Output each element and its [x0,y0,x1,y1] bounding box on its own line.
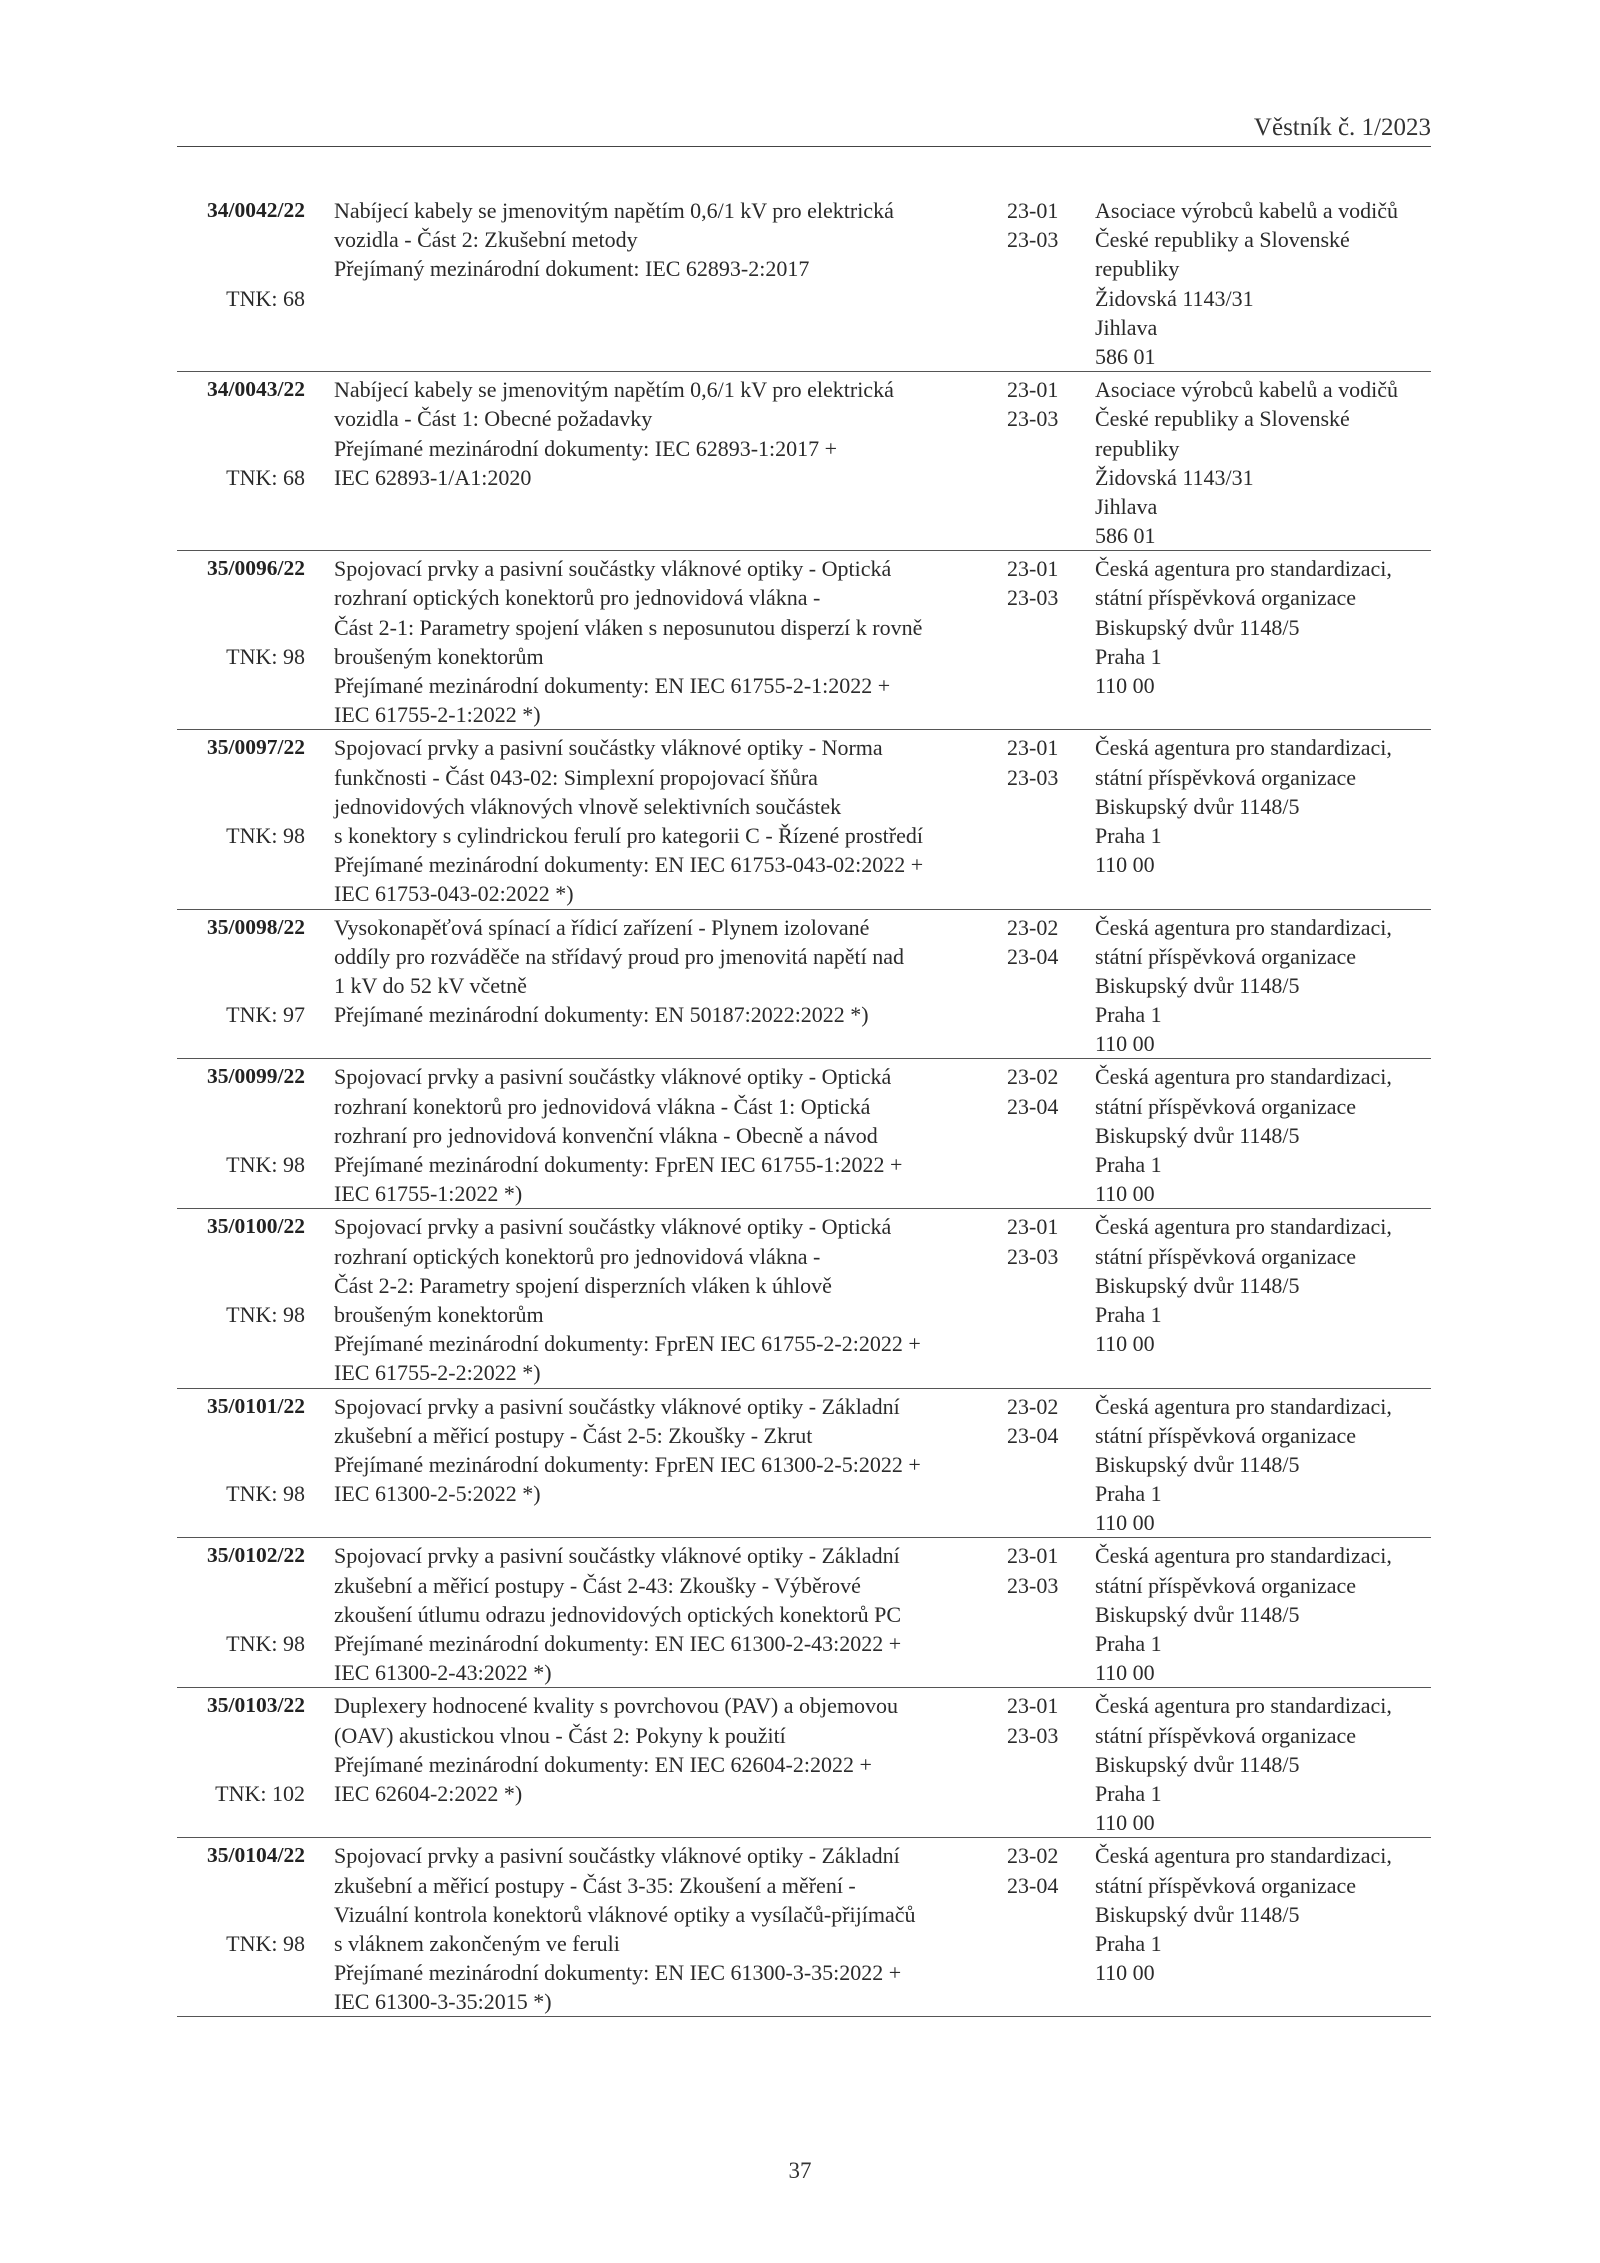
organization-line: 110 00 [1095,1181,1155,1207]
list-item [177,1838,1431,2017]
organization-line: Biskupský dvůr 1148/5 [1095,1901,1300,1927]
date-value: 23-01 [1007,1693,1059,1719]
organization-line: Židovská 1143/31 [1095,464,1254,490]
date-value: 23-01 [1007,198,1059,223]
title-line: s vláknem zakončeným ve feruli [334,1930,620,1956]
title-line: zkušební a měřicí postupy - Část 3-35: Zkoušení a měření - [334,1872,856,1898]
organization-line: státní příspěvková organizace [1095,943,1357,969]
title-line: (OAV) akustickou vlnou - Část 2: Pokyny k použití [334,1722,786,1748]
title-line: Přejímané mezinárodní dokumenty: IEC 62893-1:2017 + [334,435,838,461]
entry-organization [1095,913,1435,1059]
organization-line: 110 00 [1095,852,1155,878]
date-value: 23-02 [1007,914,1059,940]
date-value: 23-01 [1007,1214,1059,1240]
organization-line: Česká agentura pro standardizaci, [1095,1064,1392,1090]
entry-id-column [177,1841,305,1956]
title-line: IEC 61755-2-2:2022 *) [334,1360,541,1386]
date-value: 23-02 [1007,1843,1059,1869]
page-header [177,112,1431,147]
date-value: 23-04 [1007,943,1059,969]
title-line: IEC 61300-2-5:2022 *) [334,1481,541,1507]
organization-line: 110 00 [1095,673,1155,698]
organization-line: státní příspěvková organizace [1095,1722,1357,1748]
organization-line: Česká agentura pro standardizaci, [1095,1693,1392,1719]
organization-line: Jihlava [1095,493,1158,519]
tnk-label: TNK: 98 [226,1301,305,1327]
organization-line: Biskupský dvůr 1148/5 [1095,1601,1300,1627]
organization-line: Praha 1 [1095,1301,1162,1327]
tnk-label: TNK: 98 [226,1152,305,1178]
organization-line: Biskupský dvůr 1148/5 [1095,1272,1300,1298]
tnk-label: TNK: 98 [226,1930,305,1956]
tnk-label: TNK: 97 [226,1002,305,1028]
organization-line: Česká agentura pro standardizaci, [1095,735,1392,761]
tnk-label: TNK: 98 [226,1481,305,1507]
tnk-label: TNK: 68 [226,464,305,490]
entry-dates [1007,554,1077,612]
date-value: 23-04 [1007,1422,1059,1448]
title-line: funkčnosti - Část 043-02: Simplexní propojovací šňůra [334,764,818,790]
entry-id-column [177,733,305,848]
organization-line: Praha 1 [1095,1002,1162,1028]
entry-id-column [177,375,305,490]
title-line: Přejímané mezinárodní dokumenty: EN IEC 62604-2:2022 + [334,1751,872,1777]
entry-organization [1095,1392,1435,1538]
organization-line: Židovská 1143/31 [1095,285,1254,311]
organization-line: Biskupský dvůr 1148/5 [1095,1122,1300,1148]
list-item [177,1059,1431,1209]
organization-line: Praha 1 [1095,1481,1162,1507]
organization-line: Česká agentura pro standardizaci, [1095,1393,1392,1419]
date-value: 23-01 [1007,735,1059,761]
spacer-line [334,342,1014,371]
entry-id-column [177,1541,305,1657]
date-value: 23-03 [1007,1722,1059,1748]
title-line: IEC 62893-1/A1:2020 [334,464,532,490]
entry-dates [1007,196,1077,254]
organization-line: Česká agentura pro standardizaci, [1095,1843,1392,1869]
organization-line: republiky [1095,435,1180,461]
entry-title [334,733,1014,908]
organization-line: Praha 1 [1095,643,1162,669]
title-line: Přejímané mezinárodní dokumenty: EN IEC 61753-043-02:2022 + [334,852,924,878]
entry-number: 35/0100/22 [207,1214,305,1239]
title-line: rozhraní optických konektorů pro jednovidová vlákna - [334,1243,821,1269]
title-line: zkušební a měřicí postupy - Část 2-5: Zkoušky - Zkrut [334,1422,813,1448]
date-value: 23-04 [1007,1872,1059,1898]
title-line: Spojovací prvky a pasivní součástky vláknové optiky - Základní [334,1543,900,1569]
organization-line: Biskupský dvůr 1148/5 [1095,614,1300,640]
entry-number: 35/0096/22 [207,556,305,581]
list-item [177,1538,1431,1688]
organization-line: Praha 1 [1095,1780,1162,1806]
title-line: IEC 61300-2-43:2022 *) [334,1660,552,1686]
entry-organization [1095,196,1435,371]
entry-organization [1095,1541,1435,1687]
tnk-label: TNK: 98 [226,822,305,848]
entry-dates [1007,913,1077,971]
list-item [177,1389,1431,1539]
list-item [177,372,1431,551]
list-item [177,910,1431,1060]
title-line: IEC 61753-043-02:2022 *) [334,881,574,907]
organization-line: Asociace výrobců kabelů a vodičů [1095,198,1398,223]
entry-dates [1007,733,1077,791]
title-line: zkoušení útlumu odrazu jednovidových optických konektorů PC [334,1601,902,1627]
title-line: Část 2-2: Parametry spojení disperzních vláken k úhlově [334,1272,832,1298]
organization-line: Praha 1 [1095,1930,1162,1956]
entry-title [334,196,1014,371]
title-line: Přejímané mezinárodní dokumenty: EN IEC 61300-3-35:2022 + [334,1960,902,1986]
entry-title [334,913,1014,1059]
date-value: 23-01 [1007,377,1059,403]
title-line: s konektory s cylindrickou ferulí pro kategorii C - Řízené prostředí [334,822,923,848]
title-line: IEC 61300-3-35:2015 *) [334,1989,552,2015]
entry-id-column [177,196,305,311]
spacer-line [334,284,1014,313]
organization-line: 110 00 [1095,1331,1155,1357]
title-line: Přejímaný mezinárodní dokument: IEC 62893-2:2017 [334,256,810,282]
spacer-line [334,1808,1014,1837]
organization-line: Praha 1 [1095,1152,1162,1177]
organization-line: republiky [1095,256,1180,282]
spacer-line [334,492,1014,521]
title-line: Přejímané mezinárodní dokumenty: EN IEC 61300-2-43:2022 + [334,1631,902,1656]
organization-line: 110 00 [1095,1810,1155,1836]
title-line: 1 kV do 52 kV včetně [334,972,527,998]
date-value: 23-01 [1007,1543,1059,1569]
entry-number: 34/0043/22 [207,377,305,402]
title-line: Přejímané mezinárodní dokumenty: FprEN IEC 61300-2-5:2022 + [334,1451,921,1477]
list-item [177,1688,1431,1838]
list-item [177,730,1431,909]
organization-line: Česká agentura pro standardizaci, [1095,1214,1392,1240]
entry-id-column [177,1392,305,1507]
organization-line: Biskupský dvůr 1148/5 [1095,1451,1300,1477]
spacer-line [334,1508,1014,1537]
title-line: Vizuální kontrola konektorů vláknové optiky a vysílačů-přijímačů [334,1901,916,1927]
date-value: 23-03 [1007,1572,1059,1598]
entry-id-column [177,1691,305,1806]
entry-id-column [177,554,305,669]
organization-line: Česká agentura pro standardizaci, [1095,914,1392,940]
title-line: jednovidových vláknových vlnově selektivních součástek [334,793,842,819]
organization-line: České republiky a Slovenské [1095,227,1350,253]
organization-line: České republiky a Slovenské [1095,406,1350,432]
entry-organization [1095,1062,1435,1208]
entry-dates [1007,1541,1077,1599]
title-line: IEC 61755-1:2022 *) [334,1181,523,1207]
entry-number: 35/0104/22 [207,1843,305,1868]
title-line: Přejímané mezinárodní dokumenty: EN IEC 61755-2-1:2022 + [334,673,891,698]
tnk-label: TNK: 98 [226,1631,305,1657]
entry-title [334,1691,1014,1837]
title-line: Nabíjecí kabely se jmenovitým napětím 0,6/1 kV pro elektrická [334,198,894,223]
entry-organization [1095,375,1435,550]
entry-title [334,1541,1014,1687]
organization-line: 110 00 [1095,1031,1155,1057]
title-line: broušeným konektorům [334,1301,544,1327]
organization-line: 110 00 [1095,1510,1155,1536]
list-item [177,551,1431,730]
organization-line: Biskupský dvůr 1148/5 [1095,793,1300,819]
organization-line: Biskupský dvůr 1148/5 [1095,972,1300,998]
spacer-line [334,1029,1014,1058]
entry-dates [1007,1212,1077,1270]
organization-line: Biskupský dvůr 1148/5 [1095,1751,1300,1777]
organization-line: Asociace výrobců kabelů a vodičů [1095,377,1398,403]
entry-number: 35/0103/22 [207,1693,305,1718]
title-line: Spojovací prvky a pasivní součástky vláknové optiky - Optická [334,556,892,582]
title-line: zkušební a měřicí postupy - Část 2-43: Zkoušky - Výběrové [334,1572,861,1598]
organization-line: státní příspěvková organizace [1095,1243,1357,1269]
title-line: Spojovací prvky a pasivní součástky vláknové optiky - Optická [334,1214,892,1240]
title-line: Část 2-1: Parametry spojení vláken s neposunutou disperzí k rovně [334,614,923,640]
date-value: 23-04 [1007,1093,1059,1119]
title-line: rozhraní optických konektorů pro jednovidová vlákna - [334,585,821,611]
title-line: IEC 61755-2-1:2022 *) [334,702,541,728]
title-line: vozidla - Část 2: Zkušební metody [334,227,638,253]
date-value: 23-03 [1007,227,1059,253]
title-line: Přejímané mezinárodní dokumenty: FprEN IEC 61755-2-2:2022 + [334,1331,921,1357]
title-line: Nabíjecí kabely se jmenovitým napětím 0,6/1 kV pro elektrická [334,377,894,403]
entry-dates [1007,1691,1077,1749]
organization-line: Praha 1 [1095,822,1162,848]
title-line: rozhraní konektorů pro jednovidová vlákna - Část 1: Optická [334,1093,871,1119]
date-value: 23-02 [1007,1393,1059,1419]
tnk-label: TNK: 68 [226,285,305,311]
entry-organization [1095,733,1435,879]
entry-title [334,1062,1014,1208]
title-line: Vysokonapěťová spínací a řídicí zařízení - Plynem izolované [334,914,870,940]
spacer-line [334,313,1014,342]
title-line: rozhraní pro jednovidová konvenční vlákna - Obecně a návod [334,1122,878,1148]
tnk-label: TNK: 102 [215,1780,305,1806]
date-value: 23-02 [1007,1064,1059,1090]
organization-line: 586 01 [1095,523,1156,549]
entry-number: 35/0098/22 [207,914,305,939]
bulletin-title: Věstník č. 1/2023 [1253,114,1431,141]
entry-number: 35/0097/22 [207,735,305,760]
title-line: IEC 62604-2:2022 *) [334,1780,523,1806]
entry-title [334,1392,1014,1538]
entry-title [334,375,1014,550]
entry-number: 35/0101/22 [207,1393,305,1418]
organization-line: státní příspěvková organizace [1095,1572,1357,1598]
entry-organization [1095,554,1435,700]
organization-line: Jihlava [1095,314,1158,340]
title-line: oddíly pro rozváděče na střídavý proud pro jmenovitá napětí nad [334,943,904,969]
date-value: 23-03 [1007,585,1059,611]
date-value: 23-03 [1007,764,1059,790]
title-line: Spojovací prvky a pasivní součástky vláknové optiky - Základní [334,1843,900,1869]
entry-dates [1007,1841,1077,1899]
organization-line: 110 00 [1095,1660,1155,1686]
entry-organization [1095,1212,1435,1358]
organization-line: státní příspěvková organizace [1095,1422,1357,1448]
title-line: Přejímané mezinárodní dokumenty: FprEN IEC 61755-1:2022 + [334,1152,903,1177]
organization-line: státní příspěvková organizace [1095,1872,1357,1898]
title-line: Duplexery hodnocené kvality s povrchovou (PAV) a objemovou [334,1693,898,1719]
organization-line: státní příspěvková organizace [1095,585,1357,611]
title-line: Spojovací prvky a pasivní součástky vláknové optiky - Optická [334,1064,892,1090]
entry-dates [1007,375,1077,433]
organization-line: státní příspěvková organizace [1095,1093,1357,1119]
organization-line: státní příspěvková organizace [1095,764,1357,790]
list-item [177,1209,1431,1388]
entry-number: 35/0099/22 [207,1064,305,1089]
entry-dates [1007,1062,1077,1120]
title-line: Přejímané mezinárodní dokumenty: EN 50187:2022:2022 *) [334,1002,869,1028]
spacer-line [334,521,1014,550]
date-value: 23-03 [1007,406,1059,432]
entry-number: 34/0042/22 [207,198,305,222]
list-item [177,193,1431,372]
entry-title [334,554,1014,729]
entry-id-column [177,1212,305,1327]
standards-list [177,193,1431,2017]
date-value: 23-03 [1007,1243,1059,1269]
page-number: 37 [788,2158,812,2183]
title-line: broušeným konektorům [334,643,544,669]
entry-number: 35/0102/22 [207,1543,305,1568]
organization-line: 586 01 [1095,343,1156,369]
organization-line: Česká agentura pro standardizaci, [1095,556,1392,582]
entry-id-column [177,913,305,1028]
entry-title [334,1212,1014,1387]
organization-line: Praha 1 [1095,1631,1162,1656]
entry-organization [1095,1841,1435,1987]
title-line: Spojovací prvky a pasivní součástky vláknové optiky - Základní [334,1393,900,1419]
entry-title [334,1841,1014,2016]
title-line: vozidla - Část 1: Obecné požadavky [334,406,653,432]
entry-id-column [177,1062,305,1178]
organization-line: Česká agentura pro standardizaci, [1095,1543,1392,1569]
organization-line: 110 00 [1095,1960,1155,1986]
title-line: Spojovací prvky a pasivní součástky vláknové optiky - Norma [334,735,883,761]
tnk-label: TNK: 98 [226,643,305,669]
date-value: 23-01 [1007,556,1059,582]
entry-dates [1007,1392,1077,1450]
entry-organization [1095,1691,1435,1837]
